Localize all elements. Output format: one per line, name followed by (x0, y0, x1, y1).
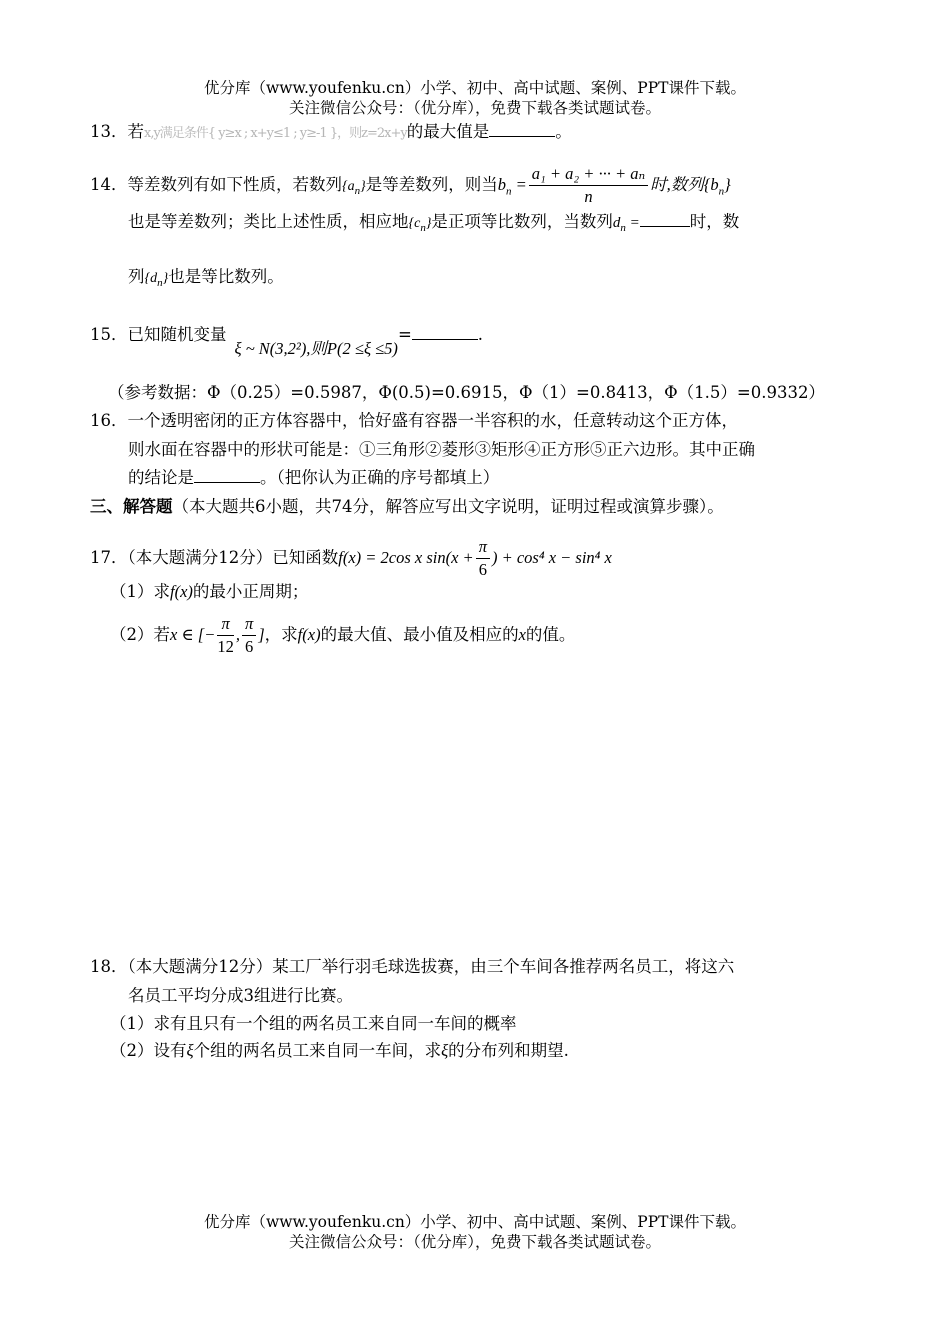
q18-part-1: （1）求有且只有一个组的两名员工来自同一车间的概率 (110, 1014, 517, 1033)
section-3-title: 三、解答题 (90, 497, 173, 516)
question-16-line-3: 的结论是 。（把你认为正确的序号都填上） (128, 468, 500, 487)
q17-part-2: （2）若x ∈ [− $\frac{\pi}{12}$ , $\frac{\pi}{6}$ ]，求f(x)的最大值、最小值及相应的x的值。 (110, 614, 576, 656)
q16-answer-blank[interactable] (194, 466, 260, 483)
question-14-line-3: 列$\{d_n\}$也是等比数列。 (128, 267, 284, 289)
page-header (0, 78, 950, 118)
q18-part-2: （2）设有ξ个组的两名员工来自同一车间，求ξ的分布列和期望. (110, 1041, 569, 1060)
q15-number: 15． (90, 325, 128, 344)
section-3-heading: 三、解答题（本大题共6小题，共74分，解答应写出文字说明，证明过程或演算步骤）。 (90, 497, 724, 516)
footer-line-1: 优分库（www.youfenku.cn）小学、初中、高中试题、案例、PPT课件下载。 (203, 1213, 747, 1231)
question-16-line-1: 16．一个透明密闭的正方体容器中，恰好盛有容器一半容积的水，任意转动这个正方体， (90, 411, 738, 430)
q17-pi-over-6b: $\frac{\pi}{6}$ (242, 613, 256, 658)
page-footer (0, 1212, 950, 1252)
question-18-line-1: 18．（本大题满分12分）某工厂举行羽毛球选拔赛，由三个车间各推荐两名员工，将这六 (90, 957, 735, 976)
q17-number: 17． (90, 548, 128, 567)
question-14-line-1: 14．等差数列有如下性质，若数列$\{a_n\}$是等差数列，则当$b_n$ = $\frac{\text{a₁ + a₂ + ··· + aₙ}}{n}$ 时,数列$\{b_n\}$ (90, 164, 731, 206)
q13-answer-blank[interactable] (489, 120, 555, 137)
question-16-line-2: 则水面在容器中的形状可能是：①三角形②菱形③矩形④正方形⑤正六边形。其中正确 (128, 440, 755, 459)
q14-fraction: $\frac{\text{a₁ + a₂ + ··· + aₙ}}{n}$ (529, 163, 648, 208)
question-17: 17．（本大题满分12分）已知函数f(x) = 2cos x sin(x + $\frac{\pi}{6}$ ) + cos⁴ x − sin⁴ x (90, 537, 612, 579)
q13-constraint-faint: x,y满足条件{ y≥x ; x+y≤1 ; y≥-1 }，则z=2x+y (144, 126, 407, 141)
header-line-2: 关注微信公众号：（优分库），免费下载各类试题试卷。 (288, 99, 661, 117)
q14-answer-blank[interactable] (640, 210, 690, 227)
question-13: 13．若x,y满足条件{ y≥x ; x+y≤1 ; y≥-1 }，则z=2x+y的最大值是 。 (90, 122, 572, 141)
question-18-line-2: 名员工平均分成3组进行比赛。 (128, 986, 353, 1005)
question-14-line-2: 也是等差数列；类比上述性质，相应地$\{c_n\}$是正项等比数列，当数列$d_n$ = 时，数 (128, 212, 740, 234)
q15-distribution: ξ ~ N(3,2²),则P(2 ≤ξ ≤5) (234, 339, 398, 358)
q17-part-1: （1）求f(x)的最小正周期； (110, 582, 309, 601)
q14-number: 14． (90, 175, 128, 194)
footer-line-2: 关注微信公众号：（优分库），免费下载各类试题试卷。 (288, 1233, 661, 1251)
q17-pi-over-12: $\frac{\pi}{12}$ (217, 614, 234, 656)
header-line-1: 优分库（www.youfenku.cn）小学、初中、高中试题、案例、PPT课件下载。 (203, 79, 747, 97)
question-15: 15．已知随机变量ξ ~ N(3,2²),则P(2 ≤ξ ≤5)= . (90, 325, 484, 358)
q16-number: 16． (90, 411, 128, 430)
q15-answer-blank[interactable] (412, 323, 478, 340)
q18-number: 18． (90, 957, 128, 976)
q13-number: 13． (90, 122, 128, 141)
q17-pi-over-6: $\frac{\pi}{6}$ (476, 536, 490, 581)
q15-reference-data: （参考数据：Φ（0.25）=0.5987，Φ(0.5)=0.6915，Φ（1）=0.8413，Φ（1.5）=0.9332） (108, 383, 825, 402)
